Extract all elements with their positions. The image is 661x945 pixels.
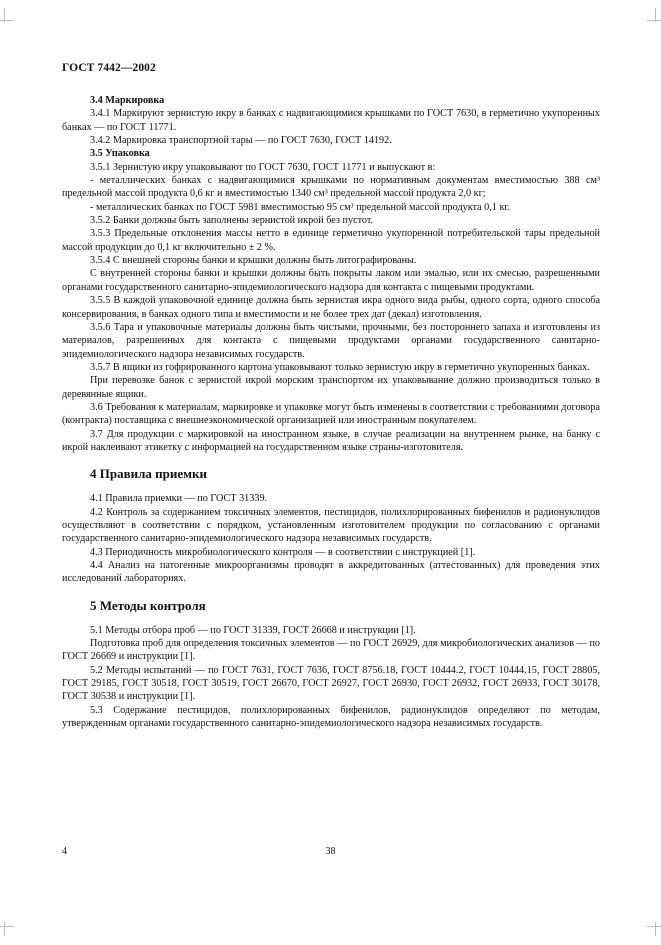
paragraph: 3.5.1 Зернистую икру упаковывают по ГОСТ 7630, ГОСТ 11771 и выпускают в: — [90, 161, 436, 173]
crop-mark — [655, 922, 656, 936]
paragraph: 4.3 Периодичность микробиологического контроля — в соответствии с инструкцией [1]. — [90, 546, 476, 558]
paragraph: 3.5.4 С внешней стороны банки и крышки должны быть литографированы. — [90, 255, 417, 267]
running-header: ГОСТ 7442—2002 — [62, 62, 156, 74]
paragraph: 3.7 Для продукции с маркировкой на иностранном языке, в случае реализации на внутреннем рынке, на банку с икрой наклеивают этикетку с информацией на государственном языке страны-изготовителя. — [62, 428, 600, 453]
paragraph: 4.4 Анализ на патогенные микроорганизмы проводят в аккредитованных (аттестованных) для проведения этих исследований лабораториях. — [62, 560, 600, 585]
paragraph: С внутренней стороны банки и крышки должны быть покрыты лаком или эмалью, или их смесью, разрешенными органами государственного санитарно-эпидемиологического надзора для контакта с пищевыми продуктами. — [62, 268, 600, 293]
paragraph: 3.4.2 Маркировка транспортной тары — по ГОСТ 7630, ГОСТ 14192. — [90, 135, 392, 147]
paragraph: 3.6 Требования к материалам, маркировке и упаковке могут быть изменены в соответствии с требованиями договора (контракта) поставщика с внешнеэкономической организацией или иностранным покупателем. — [62, 401, 600, 427]
crop-mark — [4, 922, 5, 936]
paragraph: - металлических банках по ГОСТ 5981 вместимостью 95 см³ предельной массой продукта 0,1 кг. — [90, 201, 510, 213]
paragraph: 3.5.6 Тара и упаковочные материалы должны быть чистыми, прочными, без постороннего запаха и изготовлены из материалов, разрешенных для контакта с пищевыми продуктами органами государственного санитарно-эпидемиологического надзора независимых государств. — [62, 321, 600, 360]
paragraph: Подготовка проб для определения токсичных элементов — по ГОСТ 26929, для микробиологических анализов — по ГОСТ 26669 и инструкции [1]. — [62, 638, 600, 663]
paragraph: 5.1 Методы отбора проб — по ГОСТ 31339, ГОСТ 26668 и инструкции [1]. — [90, 624, 416, 636]
paragraph: 3.5.7 В ящики из гофрированного картона упаковывают только зернистую икру в герметично укупоренных банках. — [90, 361, 590, 373]
paragraph: 5.2 Методы испытаний — по ГОСТ 7631, ГОСТ 7636, ГОСТ 8756.18, ГОСТ 10444.2, ГОСТ 10444.15, ГОСТ 28805, ГОСТ 29185, ГОСТ 30518, ГОСТ 30519, ГОСТ 26670, ГОСТ 26927, ГОСТ 26930, ГОСТ 26932, ГОСТ 26933, ГОСТ 30178, ГОСТ 30538 и инструкции [1]. — [62, 664, 600, 703]
crop-mark — [647, 926, 661, 927]
sheet-number: 38 — [325, 846, 336, 857]
paragraph: - металлических банках с надвигающимися крышками по нормативным документам вместимостью 388 см³ предельной массой продукта 0,6 кг и вместимостью 1340 см³ предельной массой продукта 2,0 кг; — [62, 175, 600, 200]
subsection-heading: 3.5 Упаковка — [90, 148, 150, 160]
paragraph: 5.3 Содержание пестицидов, полихлорированных бифенилов, радионуклидов определяют по методам, утвержденным органами государственного санитарно-эпидемиологического надзора независимых государств. — [62, 704, 600, 730]
paragraph: 3.5.5 В каждой упаковочной единице должна быть зернистая икра одного вида рыбы, одного сорта, одного способа консервирования, в банках одного типа и вместимости и не более трех дат (декал) изготовления. — [62, 295, 600, 320]
crop-mark — [0, 926, 14, 927]
paragraph: 3.5.2 Банки должны быть заполнены зернистой икрой без пустот. — [90, 215, 374, 227]
paragraph: 3.5.3 Предельные отклонения массы нетто в единице герметично укупоренной потребительской тары предельной массой продукции до 0,1 кг включительно ± 2 %. — [62, 228, 600, 253]
subsection-heading: 3.4 Маркировка — [90, 95, 165, 106]
crop-mark — [647, 20, 661, 21]
paragraph: 3.4.1 Маркируют зернистую икру в банках с надвигающимися крышками по ГОСТ 7630, в герметично укупоренных банках — по ГОСТ 11771. — [62, 108, 600, 133]
page-number-document: 4 — [62, 846, 67, 857]
document-body — [62, 94, 600, 730]
crop-mark — [0, 20, 14, 21]
section-heading: 5 Методы контроля — [90, 597, 206, 613]
section-heading: 4 Правила приемки — [90, 466, 207, 482]
paragraph: 4.2 Контроль за содержанием токсичных элементов, пестицидов, полихлорированных бифенилов и радионуклидов осуществляют в соответствии с порядком, установленным изготовителем продукции по согласованию с органами государственного санитарно-эпидемиологического надзора независимых государств. — [62, 506, 600, 545]
paragraph: При перевозке банок с зернистой икрой морским транспортом их упаковывание должно производиться только в деревянные ящики. — [62, 375, 600, 400]
paragraph: 4.1 Правила приемки — по ГОСТ 31339. — [90, 493, 268, 505]
